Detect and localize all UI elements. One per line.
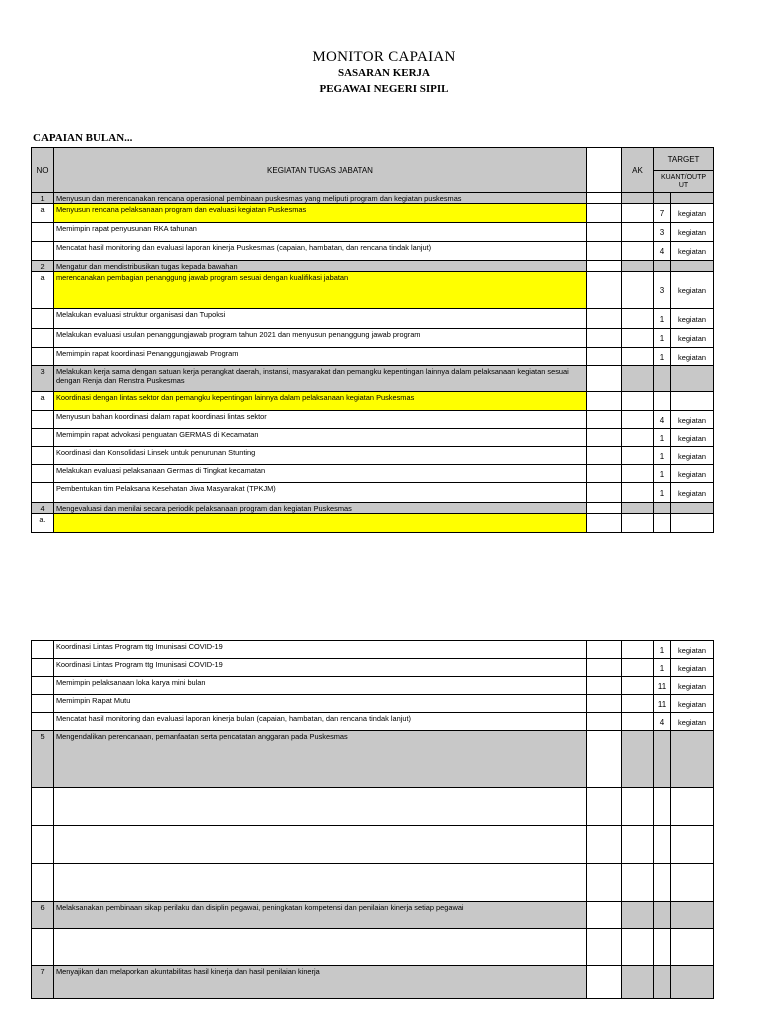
unit-value: kegiatan — [671, 659, 714, 677]
quantity-value — [654, 514, 671, 533]
row-number — [32, 223, 54, 242]
activity-text: Mengendalikan perencanaan, pemanfaatan serta pencatatan anggaran pada Puskesmas — [54, 731, 587, 788]
ak-cell — [622, 465, 654, 483]
activity-text: Mengatur dan mendistribusikan tugas kepada bawahan — [54, 261, 587, 272]
quantity-value — [654, 392, 671, 411]
ak-cell — [622, 731, 654, 788]
row-number — [32, 929, 54, 966]
row-number: 2 — [32, 261, 54, 272]
quantity-value: 11 — [654, 677, 671, 695]
quantity-value — [654, 503, 671, 514]
quantity-value: 1 — [654, 309, 671, 329]
blank-cell — [587, 242, 622, 261]
col-header-no: NO — [32, 148, 54, 193]
unit-value: kegiatan — [671, 641, 714, 659]
quantity-value — [654, 826, 671, 864]
quantity-value: 4 — [654, 411, 671, 429]
unit-value: kegiatan — [671, 329, 714, 348]
ak-cell — [622, 902, 654, 929]
blank-cell — [587, 966, 622, 999]
ak-cell — [622, 242, 654, 261]
activity-text: Koordinasi Lintas Program ttg Imunisasi COVID-19 — [54, 659, 587, 677]
blank-cell — [587, 659, 622, 677]
table-row — [32, 641, 714, 659]
section-row — [32, 902, 714, 929]
unit-value — [671, 826, 714, 864]
ak-cell — [622, 429, 654, 447]
blank-cell — [587, 272, 622, 309]
blank-cell — [587, 193, 622, 204]
row-number: a — [32, 272, 54, 309]
activity-text — [54, 864, 587, 902]
unit-value: kegiatan — [671, 447, 714, 465]
activity-text: Mencatat hasil monitoring dan evaluasi laporan kinerja Puskesmas (capaian, hambatan, dan rencana tindak lanjut) — [54, 242, 587, 261]
table-row — [32, 659, 714, 677]
table-row — [32, 826, 714, 864]
row-number — [32, 411, 54, 429]
ak-cell — [622, 261, 654, 272]
activity-text: Memimpin Rapat Mutu — [54, 695, 587, 713]
blank-cell — [587, 788, 622, 826]
table-row — [32, 677, 714, 695]
ak-cell — [622, 514, 654, 533]
section-row — [32, 966, 714, 999]
activity-text: Melakukan kerja sama dengan satuan kerja perangkat daerah, instansi, masyarakat dan pemangku kepentingan lainnya dalam pelaksanaan kegiatan sesuai dengan Renja dan Renstra Puskesmas — [54, 366, 587, 392]
page-title: MONITOR CAPAIAN — [312, 49, 456, 65]
activity-text: Memimpin rapat penyusunan RKA tahunan — [54, 223, 587, 242]
activity-text: merencanakan pembagian penanggung jawab program sesuai dengan kualifikasi jabatan — [54, 272, 587, 309]
unit-value: kegiatan — [671, 465, 714, 483]
blank-cell — [587, 902, 622, 929]
row-number — [32, 242, 54, 261]
col-header-activity: KEGIATAN TUGAS JABATAN — [54, 148, 587, 193]
table-row — [32, 929, 714, 966]
page-subtitle-pns: PEGAWAI NEGERI SIPIL — [319, 83, 449, 95]
quantity-value: 1 — [654, 483, 671, 503]
activity-text: Melakukan evaluasi struktur organisasi dan Tupoksi — [54, 309, 587, 329]
ak-cell — [622, 348, 654, 366]
col-header-target: TARGET — [654, 148, 714, 171]
table-row — [32, 223, 714, 242]
blank-cell — [587, 429, 622, 447]
blank-cell — [587, 465, 622, 483]
unit-value: kegiatan — [671, 223, 714, 242]
quantity-value: 1 — [654, 329, 671, 348]
row-number: 7 — [32, 966, 54, 999]
blank-cell — [587, 447, 622, 465]
quantity-value: 1 — [654, 659, 671, 677]
row-number: a — [32, 204, 54, 223]
activity-table-part-1 — [31, 147, 714, 533]
table-row — [32, 242, 714, 261]
subsection-row — [32, 204, 714, 223]
quantity-value: 1 — [654, 348, 671, 366]
quantity-value — [654, 929, 671, 966]
unit-value: kegiatan — [671, 204, 714, 223]
blank-cell — [587, 483, 622, 503]
unit-value — [671, 261, 714, 272]
row-number — [32, 713, 54, 731]
unit-value — [671, 193, 714, 204]
unit-value — [671, 731, 714, 788]
quantity-value: 1 — [654, 429, 671, 447]
activity-text: Menyajikan dan melaporkan akuntabilitas hasil kinerja dan hasil penilaian kinerja — [54, 966, 587, 999]
unit-value: kegiatan — [671, 348, 714, 366]
row-number — [32, 465, 54, 483]
blank-cell — [587, 864, 622, 902]
ak-cell — [622, 272, 654, 309]
quantity-value — [654, 193, 671, 204]
ak-cell — [622, 641, 654, 659]
activity-text — [54, 929, 587, 966]
table-row — [32, 429, 714, 447]
subsection-row — [32, 392, 714, 411]
ak-cell — [622, 929, 654, 966]
ak-cell — [622, 677, 654, 695]
ak-cell — [622, 223, 654, 242]
table-row — [32, 864, 714, 902]
quantity-value — [654, 788, 671, 826]
ak-cell — [622, 864, 654, 902]
table-row — [32, 329, 714, 348]
col-header-ak: AK — [622, 148, 654, 193]
quantity-value: 1 — [654, 641, 671, 659]
quantity-value: 4 — [654, 713, 671, 731]
row-number — [32, 483, 54, 503]
row-number: 1 — [32, 193, 54, 204]
blank-cell — [587, 514, 622, 533]
ak-cell — [622, 503, 654, 514]
blank-cell — [587, 826, 622, 864]
section-row — [32, 261, 714, 272]
unit-value — [671, 864, 714, 902]
unit-value: kegiatan — [671, 677, 714, 695]
activity-table-part-2 — [31, 640, 714, 999]
unit-value: kegiatan — [671, 309, 714, 329]
ak-cell — [622, 329, 654, 348]
activity-text: Memimpin rapat advokasi penguatan GERMAS di Kecamatan — [54, 429, 587, 447]
unit-value — [671, 366, 714, 392]
ak-cell — [622, 447, 654, 465]
table-row — [32, 788, 714, 826]
row-number — [32, 447, 54, 465]
blank-cell — [587, 261, 622, 272]
ak-cell — [622, 695, 654, 713]
activity-text: Menyusun dan merencanakan rencana operasional pembinaan puskesmas yang meliputi program dan kegiatan puskesmas — [54, 193, 587, 204]
activity-text: Pembentukan tim Pelaksana Kesehatan Jiwa Masyarakat (TPKJM) — [54, 483, 587, 503]
row-number — [32, 788, 54, 826]
ak-cell — [622, 193, 654, 204]
row-number — [32, 677, 54, 695]
blank-cell — [587, 348, 622, 366]
activity-text: Memimpin pelaksanaan loka karya mini bulan — [54, 677, 587, 695]
table-row — [32, 713, 714, 731]
blank-cell — [587, 309, 622, 329]
row-number: a — [32, 392, 54, 411]
ak-cell — [622, 713, 654, 731]
row-number: 4 — [32, 503, 54, 514]
section-row — [32, 731, 714, 788]
activity-text: Koordinasi dan Konsolidasi Linsek untuk penurunan Stunting — [54, 447, 587, 465]
blank-cell — [587, 366, 622, 392]
unit-value: kegiatan — [671, 242, 714, 261]
row-number — [32, 826, 54, 864]
ak-cell — [622, 366, 654, 392]
row-number — [32, 695, 54, 713]
ak-cell — [622, 966, 654, 999]
table-row — [32, 465, 714, 483]
quantity-value — [654, 966, 671, 999]
col-header-quantity: KUANT/OUTP UT — [654, 171, 714, 193]
row-number — [32, 641, 54, 659]
ak-cell — [622, 411, 654, 429]
blank-cell — [587, 695, 622, 713]
ak-cell — [622, 392, 654, 411]
ak-cell — [622, 659, 654, 677]
row-number — [32, 329, 54, 348]
row-number — [32, 659, 54, 677]
activity-text: Koordinasi dengan lintas sektor dan pemangku kepentingan lainnya dalam pelaksanaan kegiatan Puskesmas — [54, 392, 587, 411]
quantity-value: 3 — [654, 272, 671, 309]
blank-cell — [587, 223, 622, 242]
table-row — [32, 309, 714, 329]
quantity-value — [654, 261, 671, 272]
unit-value — [671, 392, 714, 411]
subsection-row — [32, 272, 714, 309]
blank-cell — [587, 411, 622, 429]
quantity-value: 3 — [654, 223, 671, 242]
unit-value — [671, 514, 714, 533]
quantity-value — [654, 864, 671, 902]
ak-cell — [622, 788, 654, 826]
ak-cell — [622, 204, 654, 223]
row-number: 3 — [32, 366, 54, 392]
quantity-value: 1 — [654, 465, 671, 483]
ak-cell — [622, 483, 654, 503]
blank-cell — [587, 731, 622, 788]
subsection-row — [32, 514, 714, 533]
activity-text: Menyusun bahan koordinasi dalam rapat koordinasi lintas sektor — [54, 411, 587, 429]
activity-text: Melakukan evaluasi usulan penanggungjawab program tahun 2021 dan menyusun penanggung jawab program — [54, 329, 587, 348]
quantity-value — [654, 366, 671, 392]
table-row — [32, 411, 714, 429]
unit-value — [671, 503, 714, 514]
row-number — [32, 309, 54, 329]
table-row — [32, 348, 714, 366]
blank-cell — [587, 713, 622, 731]
row-number — [32, 864, 54, 902]
activity-text: Melaksanakan pembinaan sikap perilaku dan disiplin pegawai, peningkatan kompetensi dan penilaian kinerja setiap pegawai — [54, 902, 587, 929]
activity-text: Mengevaluasi dan menilai secara periodik pelaksanaan program dan kegiatan Puskesmas — [54, 503, 587, 514]
ak-cell — [622, 826, 654, 864]
activity-text — [54, 514, 587, 533]
unit-value — [671, 788, 714, 826]
activity-text: Memimpin rapat koordinasi Penanggungjawab Program — [54, 348, 587, 366]
quantity-value: 1 — [654, 447, 671, 465]
activity-text: Melakukan evaluasi pelaksanaan Germas di Tingkat kecamatan — [54, 465, 587, 483]
blank-cell — [587, 677, 622, 695]
unit-value: kegiatan — [671, 429, 714, 447]
blank-cell — [587, 204, 622, 223]
unit-value — [671, 966, 714, 999]
activity-text: Menyusun rencana pelaksanaan program dan evaluasi kegiatan Puskesmas — [54, 204, 587, 223]
unit-value — [671, 929, 714, 966]
quantity-value: 11 — [654, 695, 671, 713]
page-subtitle-sasaran: SASARAN KERJA — [338, 67, 430, 79]
unit-value: kegiatan — [671, 483, 714, 503]
period-label: CAPAIAN BULAN... — [33, 132, 133, 144]
quantity-value: 7 — [654, 204, 671, 223]
unit-value: kegiatan — [671, 695, 714, 713]
blank-cell — [587, 929, 622, 966]
quantity-value: 4 — [654, 242, 671, 261]
activity-text — [54, 788, 587, 826]
row-number: 6 — [32, 902, 54, 929]
blank-cell — [587, 641, 622, 659]
ak-cell — [622, 309, 654, 329]
row-number: 5 — [32, 731, 54, 788]
blank-cell — [587, 392, 622, 411]
quantity-value — [654, 902, 671, 929]
row-number: a. — [32, 514, 54, 533]
table-row — [32, 447, 714, 465]
activity-text: Mencatat hasil monitoring dan evaluasi laporan kinerja bulan (capaian, hambatan, dan rencana tindak lanjut) — [54, 713, 587, 731]
row-number — [32, 429, 54, 447]
quantity-value — [654, 731, 671, 788]
section-row — [32, 193, 714, 204]
row-number — [32, 348, 54, 366]
table-row — [32, 483, 714, 503]
section-row — [32, 366, 714, 392]
blank-cell — [587, 503, 622, 514]
activity-text — [54, 826, 587, 864]
unit-value: kegiatan — [671, 713, 714, 731]
activity-text: Koordinasi Lintas Program ttg Imunisasi COVID-19 — [54, 641, 587, 659]
table-row — [32, 695, 714, 713]
unit-value — [671, 902, 714, 929]
section-row — [32, 503, 714, 514]
blank-cell — [587, 329, 622, 348]
unit-value: kegiatan — [671, 272, 714, 309]
unit-value: kegiatan — [671, 411, 714, 429]
